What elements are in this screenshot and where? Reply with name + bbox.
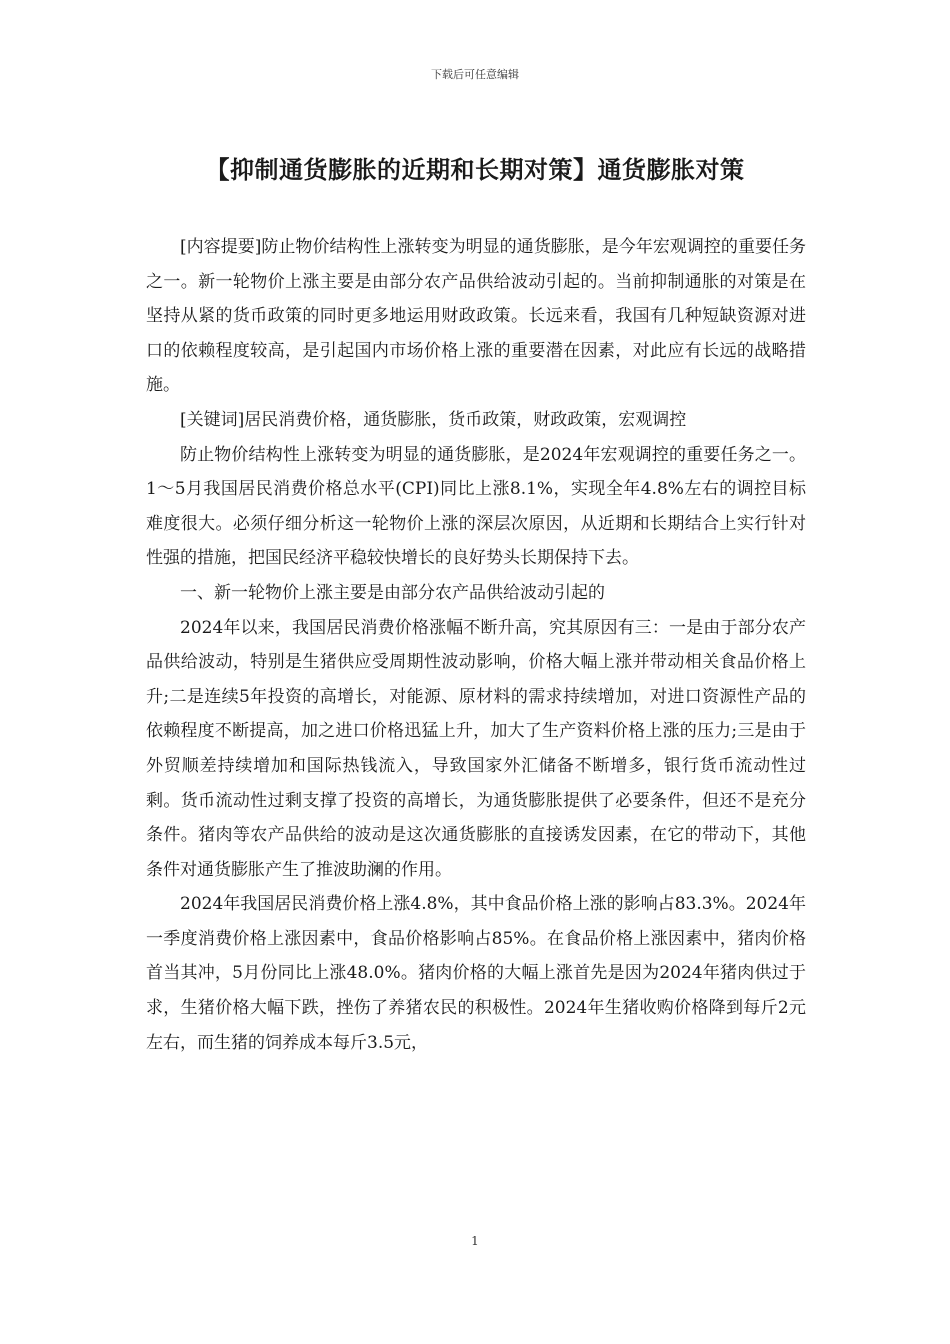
document-body (146, 230, 806, 1060)
paragraph-intro: 防止物价结构性上涨转变为明显的通货膨胀，是2024年宏观调控的重要任务之一。1～5月我国居民消费价格总水平(CPI)同比上涨8.1%，实现全年4.8%左右的调控目标难度很大。必须仔细分析这一轮物价上涨的深层次原因，从近期和长期结合上实行针对性强的措施，把国民经济平稳较快增长的良好势头长期保持下去。 (146, 444, 806, 569)
paragraph-causes: 2024年以来，我国居民消费价格涨幅不断升高，究其原因有三：一是由于部分农产品供给波动，特别是生猪供应受周期性波动影响，价格大幅上涨并带动相关食品价格上升;二是连续5年投资的高增长，对能源、原材料的需求持续增加，对进口资源性产品的依赖程度不断提高，加之进口价格迅猛上升，加大了生产资料价格上涨的压力;三是由于外贸顺差持续增加和国际热钱流入，导致国家外汇储备不断增多，银行货币流动性过剩。货币流动性过剩支撑了投资的高增长，为通货膨胀提供了必要条件，但还不是充分条件。猪肉等农产品供给的波动是这次通货膨胀的直接诱发因素，在它的带动下，其他条件对通货膨胀产生了推波助澜的作用。 (146, 617, 806, 880)
page-header-note: 下载后可任意编辑 (431, 68, 519, 81)
document-title: 【抑制通货膨胀的近期和长期对策】通货膨胀对策 (205, 156, 745, 184)
page-number: 1 (471, 1234, 479, 1248)
paragraph-keywords: [关键词]居民消费价格，通货膨胀，货币政策，财政政策，宏观调控 (180, 409, 687, 430)
paragraph-abstract: [内容提要]防止物价结构性上涨转变为明显的通货膨胀，是今年宏观调控的重要任务之一。新一轮物价上涨主要是由部分农产品供给波动引起的。当前抑制通胀的对策是在坚持从紧的货币政策的同时更多地运用财政政策。长远来看，我国有几种短缺资源对进口的依赖程度较高，是引起国内市场价格上涨的重要潜在因素，对此应有长远的战略措施。 (146, 237, 806, 396)
paragraph-food-prices: 2024年我国居民消费价格上涨4.8%，其中食品价格上涨的影响占83.3%。2024年一季度消费价格上涨因素中，食品价格影响占85%。在食品价格上涨因素中，猪肉价格首当其冲，5月份同比上涨48.0%。猪肉价格的大幅上涨首先是因为2024年猪肉供过于求，生猪价格大幅下跌，挫伤了养猪农民的积极性。2024年生猪收购价格降到每斤2元左右，而生猪的饲养成本每斤3.5元， (146, 894, 806, 1053)
section-heading-1: 一、新一轮物价上涨主要是由部分农产品供给波动引起的 (180, 582, 605, 603)
